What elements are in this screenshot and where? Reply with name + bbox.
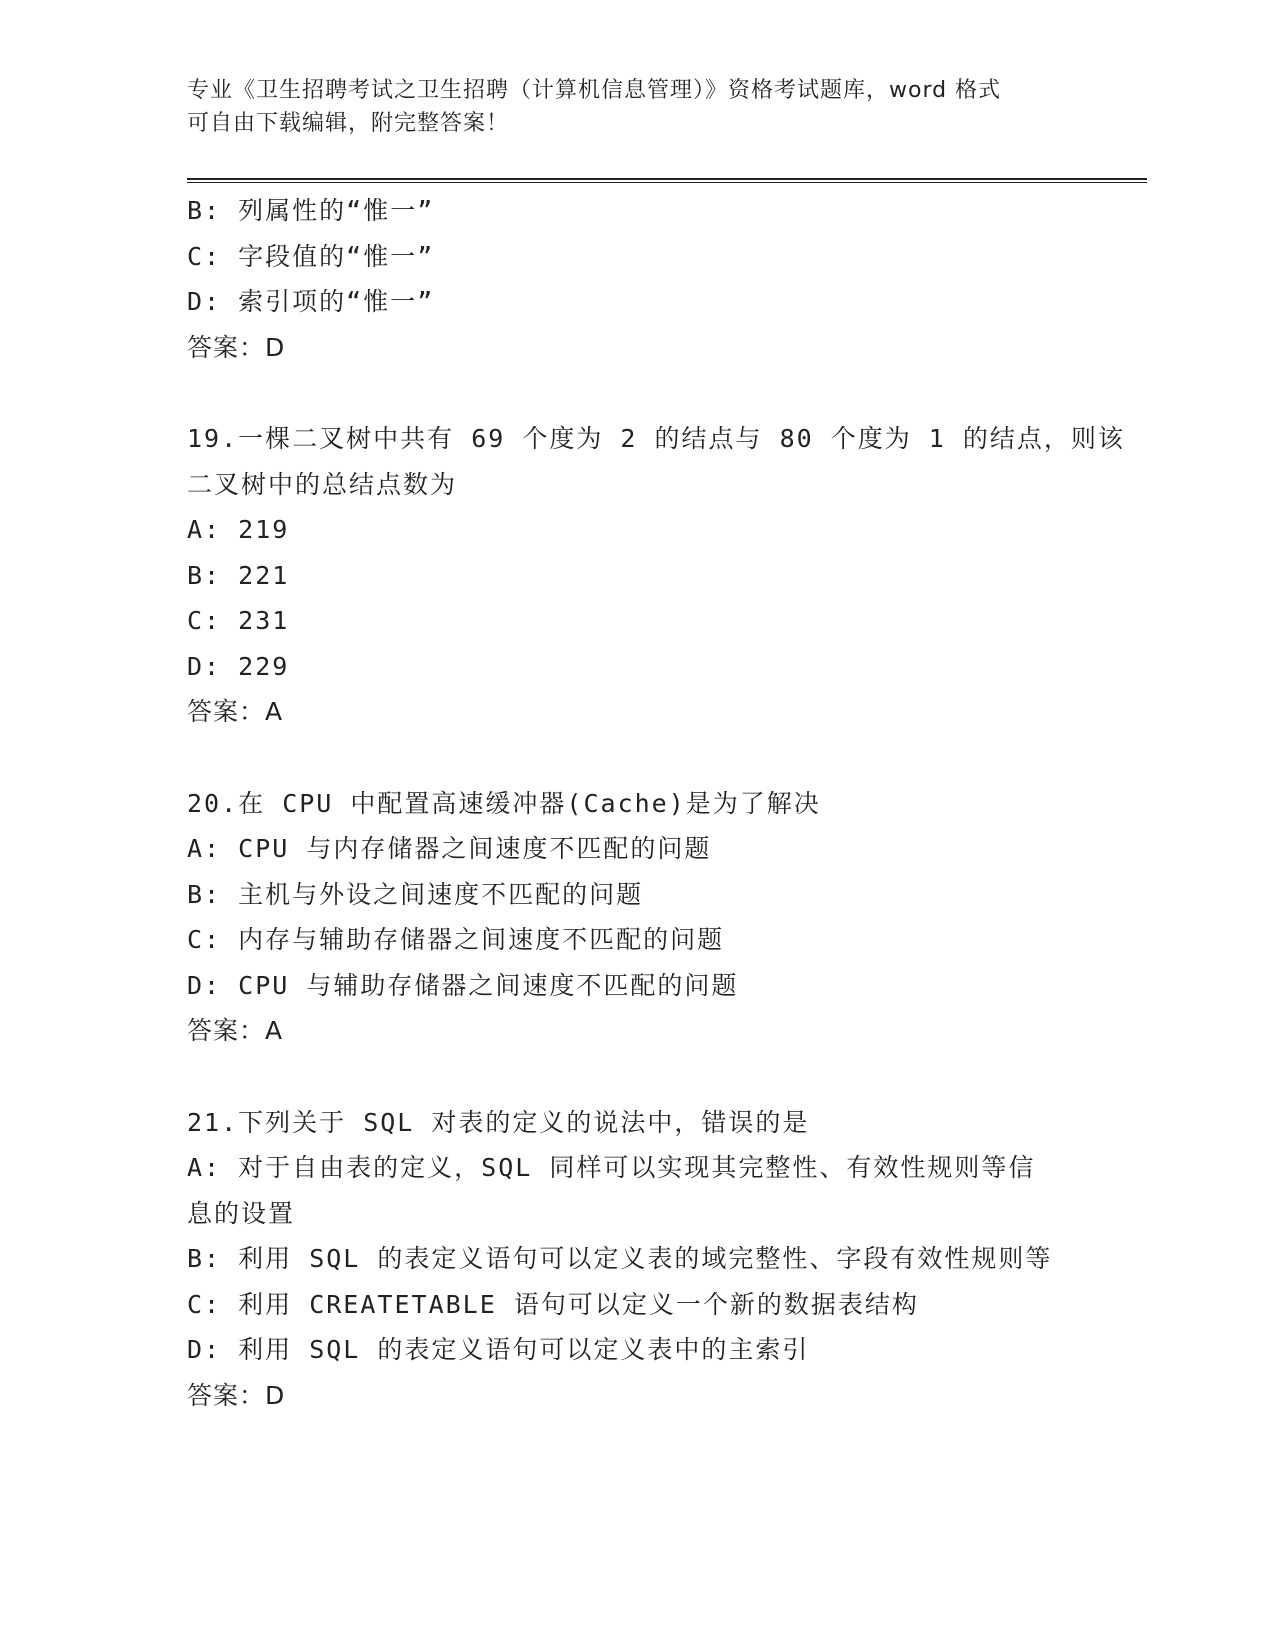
option-d: D: 229 (187, 651, 290, 681)
option-c: C: 内存与辅助存储器之间速度不匹配的问题 (187, 925, 725, 954)
header-line-1: 专业《卫生招聘考试之卫生招聘（计算机信息管理）》资格考试题库，word 格式 (187, 78, 1002, 103)
answer-label: 答案：D (187, 332, 286, 362)
question-19 (187, 416, 1125, 735)
option-a-line-2: 息的设置 (187, 1198, 296, 1228)
option-d: D: CPU 与辅助存储器之间速度不匹配的问题 (187, 970, 739, 1000)
option-a: A: 219 (187, 515, 290, 544)
option-b: B: 主机与外设之间速度不匹配的问题 (187, 879, 644, 909)
header-line-2: 可自由下载编辑，附完整答案！ (187, 111, 510, 136)
question-stem-line-2: 二叉树中的总结点数为 (187, 469, 458, 499)
question-stem: 20.在 CPU 中配置高速缓冲器(Cache)是为了解决 (187, 788, 821, 818)
question-stem-line-1: 19.一棵二叉树中共有 69 个度为 2 的结点与 80 个度为 1 的结点，则该 (187, 424, 1125, 453)
option-b: B: 221 (187, 560, 290, 590)
option-d: D: 利用 SQL 的表定义语句可以定义表中的主索引 (187, 1335, 810, 1364)
answer-label: 答案：D (187, 1380, 286, 1410)
answer-label: 答案：A (187, 697, 284, 726)
question-stem: 21.下列关于 SQL 对表的定义的说法中，错误的是 (187, 1107, 810, 1137)
page-header (187, 74, 1067, 140)
option-d: D: 索引项的“惟一” (187, 287, 435, 316)
option-c: C: 利用 CREATETABLE 语句可以定义一个新的数据表结构 (187, 1289, 919, 1319)
answer-label: 答案：A (187, 1016, 284, 1045)
option-b: B: 利用 SQL 的表定义语句可以定义表的域完整性、字段有效性规则等 (187, 1244, 1053, 1273)
option-a: A: CPU 与内存储器之间速度不匹配的问题 (187, 834, 712, 863)
option-a-line-1: A: 对于自由表的定义，SQL 同样可以实现其完整性、有效性规则等信 (187, 1153, 1036, 1182)
carryover-question (187, 188, 1087, 370)
header-divider (187, 178, 1147, 183)
question-21 (187, 1100, 1087, 1419)
question-content (187, 188, 1125, 1418)
option-c: C: 字段值的“惟一” (187, 241, 435, 271)
question-20 (187, 781, 1087, 1054)
option-b: B: 列属性的“惟一” (187, 196, 435, 225)
option-c: C: 231 (187, 606, 290, 635)
